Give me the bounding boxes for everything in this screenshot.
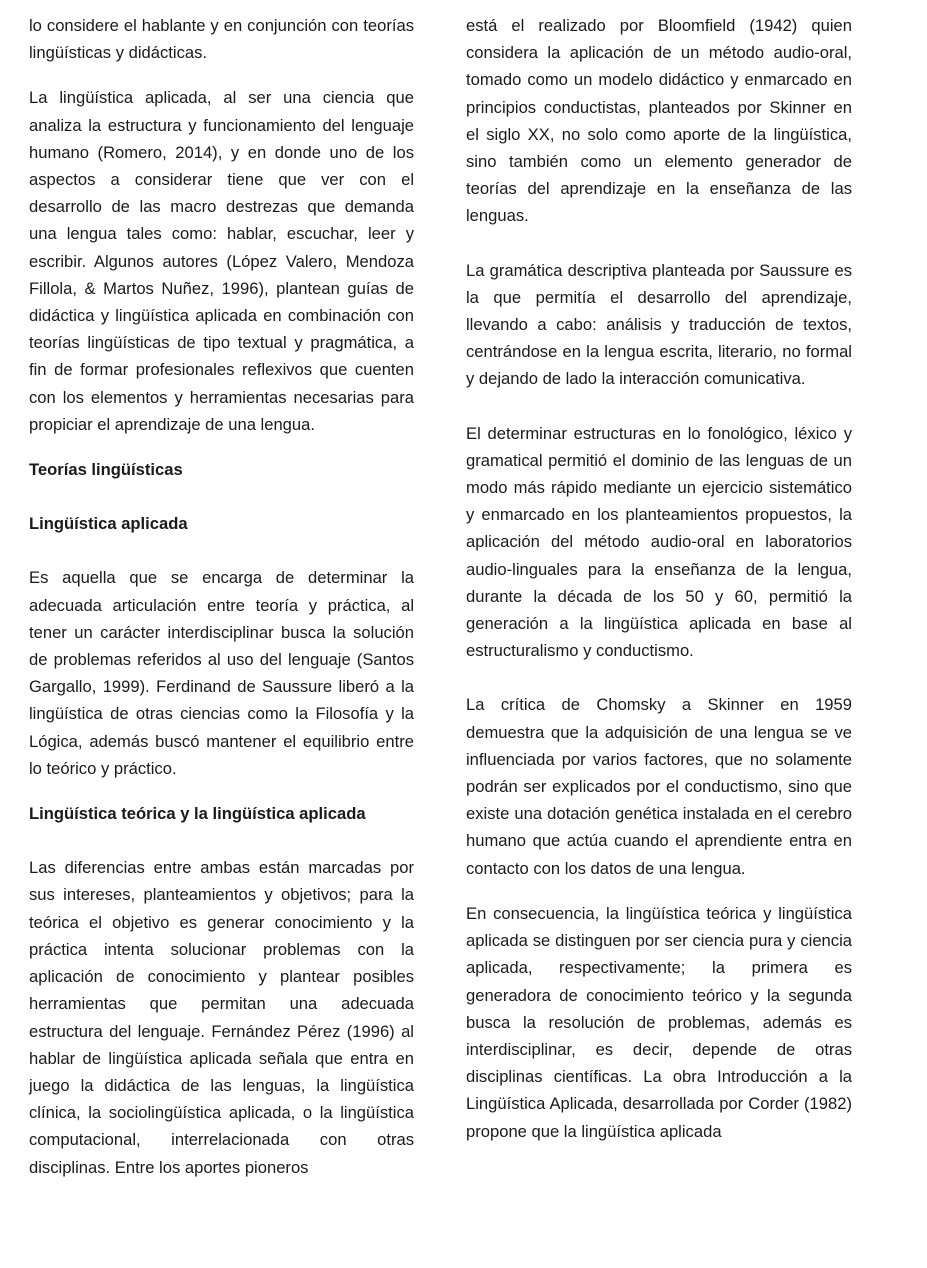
heading-linguistic-theories: Teorías lingüísticas	[29, 460, 183, 480]
heading-theoretical-vs-applied: Lingüística teórica y la lingüística aplicada	[29, 804, 366, 824]
paragraph-structures: El determinar estructuras en lo fonológico, léxico y gramatical permitió el dominio de las lenguas de un modo más rápido mediante un ejercicio sistemático y enmarcado en los planteamientos propuestos, la aplicación del método audio-oral en laboratorios audio-linguales para la enseñanza de la lengua, durante la década de los 50 y 60, permitió la generación a la lingüística aplicada en base al estructuralismo y conductismo.	[466, 423, 852, 661]
paragraph-applied-linguistics-overview: La lingüística aplicada, al ser una ciencia que analiza la estructura y funcionamiento del lenguaje humano (Romero, 2014), y en donde uno de los aspectos a considerar tiene que ver con el desarrollo de las macro destrezas que demanda una lengua tales como: hablar, escuchar, leer y escribir. Algunos autores (López Valero, Mendoza Fillola, & Martos Nuñez, 1996), plantean guías de didáctica y lingüística aplicada en combinación con teorías lingüísticas de tipo textual y pragmática, a fin de formar profesionales reflexivos que cuenten con los elementos y herramientas necesarias para propiciar el aprendizaje de una lengua.	[29, 88, 414, 434]
paragraph-bloomfield: está el realizado por Bloomfield (1942) quien considera la aplicación de un método audio-oral, tomado como un modelo didáctico y enmarcado en principios conductistas, planteados por Skinner en el siglo XX, no solo como aporte de la lingüística, sino también como un elemento generador de teorías del aprendizaje en la enseñanza de las lenguas.	[466, 16, 852, 226]
left-column	[29, 12, 414, 1199]
paragraph-intro-continuation: lo considere el hablante y en conjunción con teorías lingüísticas y didácticas.	[29, 16, 414, 63]
paragraph-saussure-grammar: La gramática descriptiva planteada por Saussure es la que permitía el desarrollo del aprendizaje, llevando a cabo: análisis y traducción de textos, centrándose en la lengua escrita, literario, no formal y dejando de lado la interacción comunicativa.	[466, 260, 852, 389]
paragraph-differences: Las diferencias entre ambas están marcadas por sus intereses, planteamientos y objetivos; para la teórica el objetivo es generar conocimiento y la práctica intenta solucionar problemas con la aplicación de conocimiento y plantear posibles herramientas que permitan una adecuada estructura del lenguaje. Fernández Pérez (1996) al hablar de lingüística aplicada señala que entra en juego la didáctica de las lenguas, la lingüística clínica, la sociolingüística aplicada, o la lingüística computacional, interrelacionada con otras disciplinas. Entre los aportes pioneros	[29, 858, 414, 1177]
heading-applied-linguistics: Lingüística aplicada	[29, 514, 188, 534]
paragraph-applied-linguistics-definition: Es aquella que se encarga de determinar la adecuada articulación entre teoría y práctica, al tener un carácter interdisciplinar busca la solución de problemas referidos al uso del lenguaje (Santos Gargallo, 1999). Ferdinand de Saussure liberó a la lingüística de otras ciencias como la Filosofía y la Lógica, además buscó mantener el equilibrio entre lo teórico y práctico.	[29, 568, 414, 778]
paragraph-consequence: En consecuencia, la lingüística teórica y lingüística aplicada se distinguen por ser ciencia pura y ciencia aplicada, respectivamente; la primera es generadora de conocimiento teórico y la segunda busca la resolución de problemas, además es interdisciplinar, es decir, depende de otras disciplinas científicas. La obra Introducción a la Lingüística Aplicada, desarrollada por Corder (1982) propone que la lingüística aplicada	[466, 903, 852, 1141]
right-column	[466, 12, 852, 1172]
paragraph-chomsky-critique: La crítica de Chomsky a Skinner en 1959 demuestra que la adquisición de una lengua se ve influenciada por varios factores, que no solamente podrán ser explicados por el conductismo, sino que existe una dotación genética instalada en el cerebro humano que actúa cuando el aprendiente entra en contacto con los datos de una lengua.	[466, 695, 852, 878]
